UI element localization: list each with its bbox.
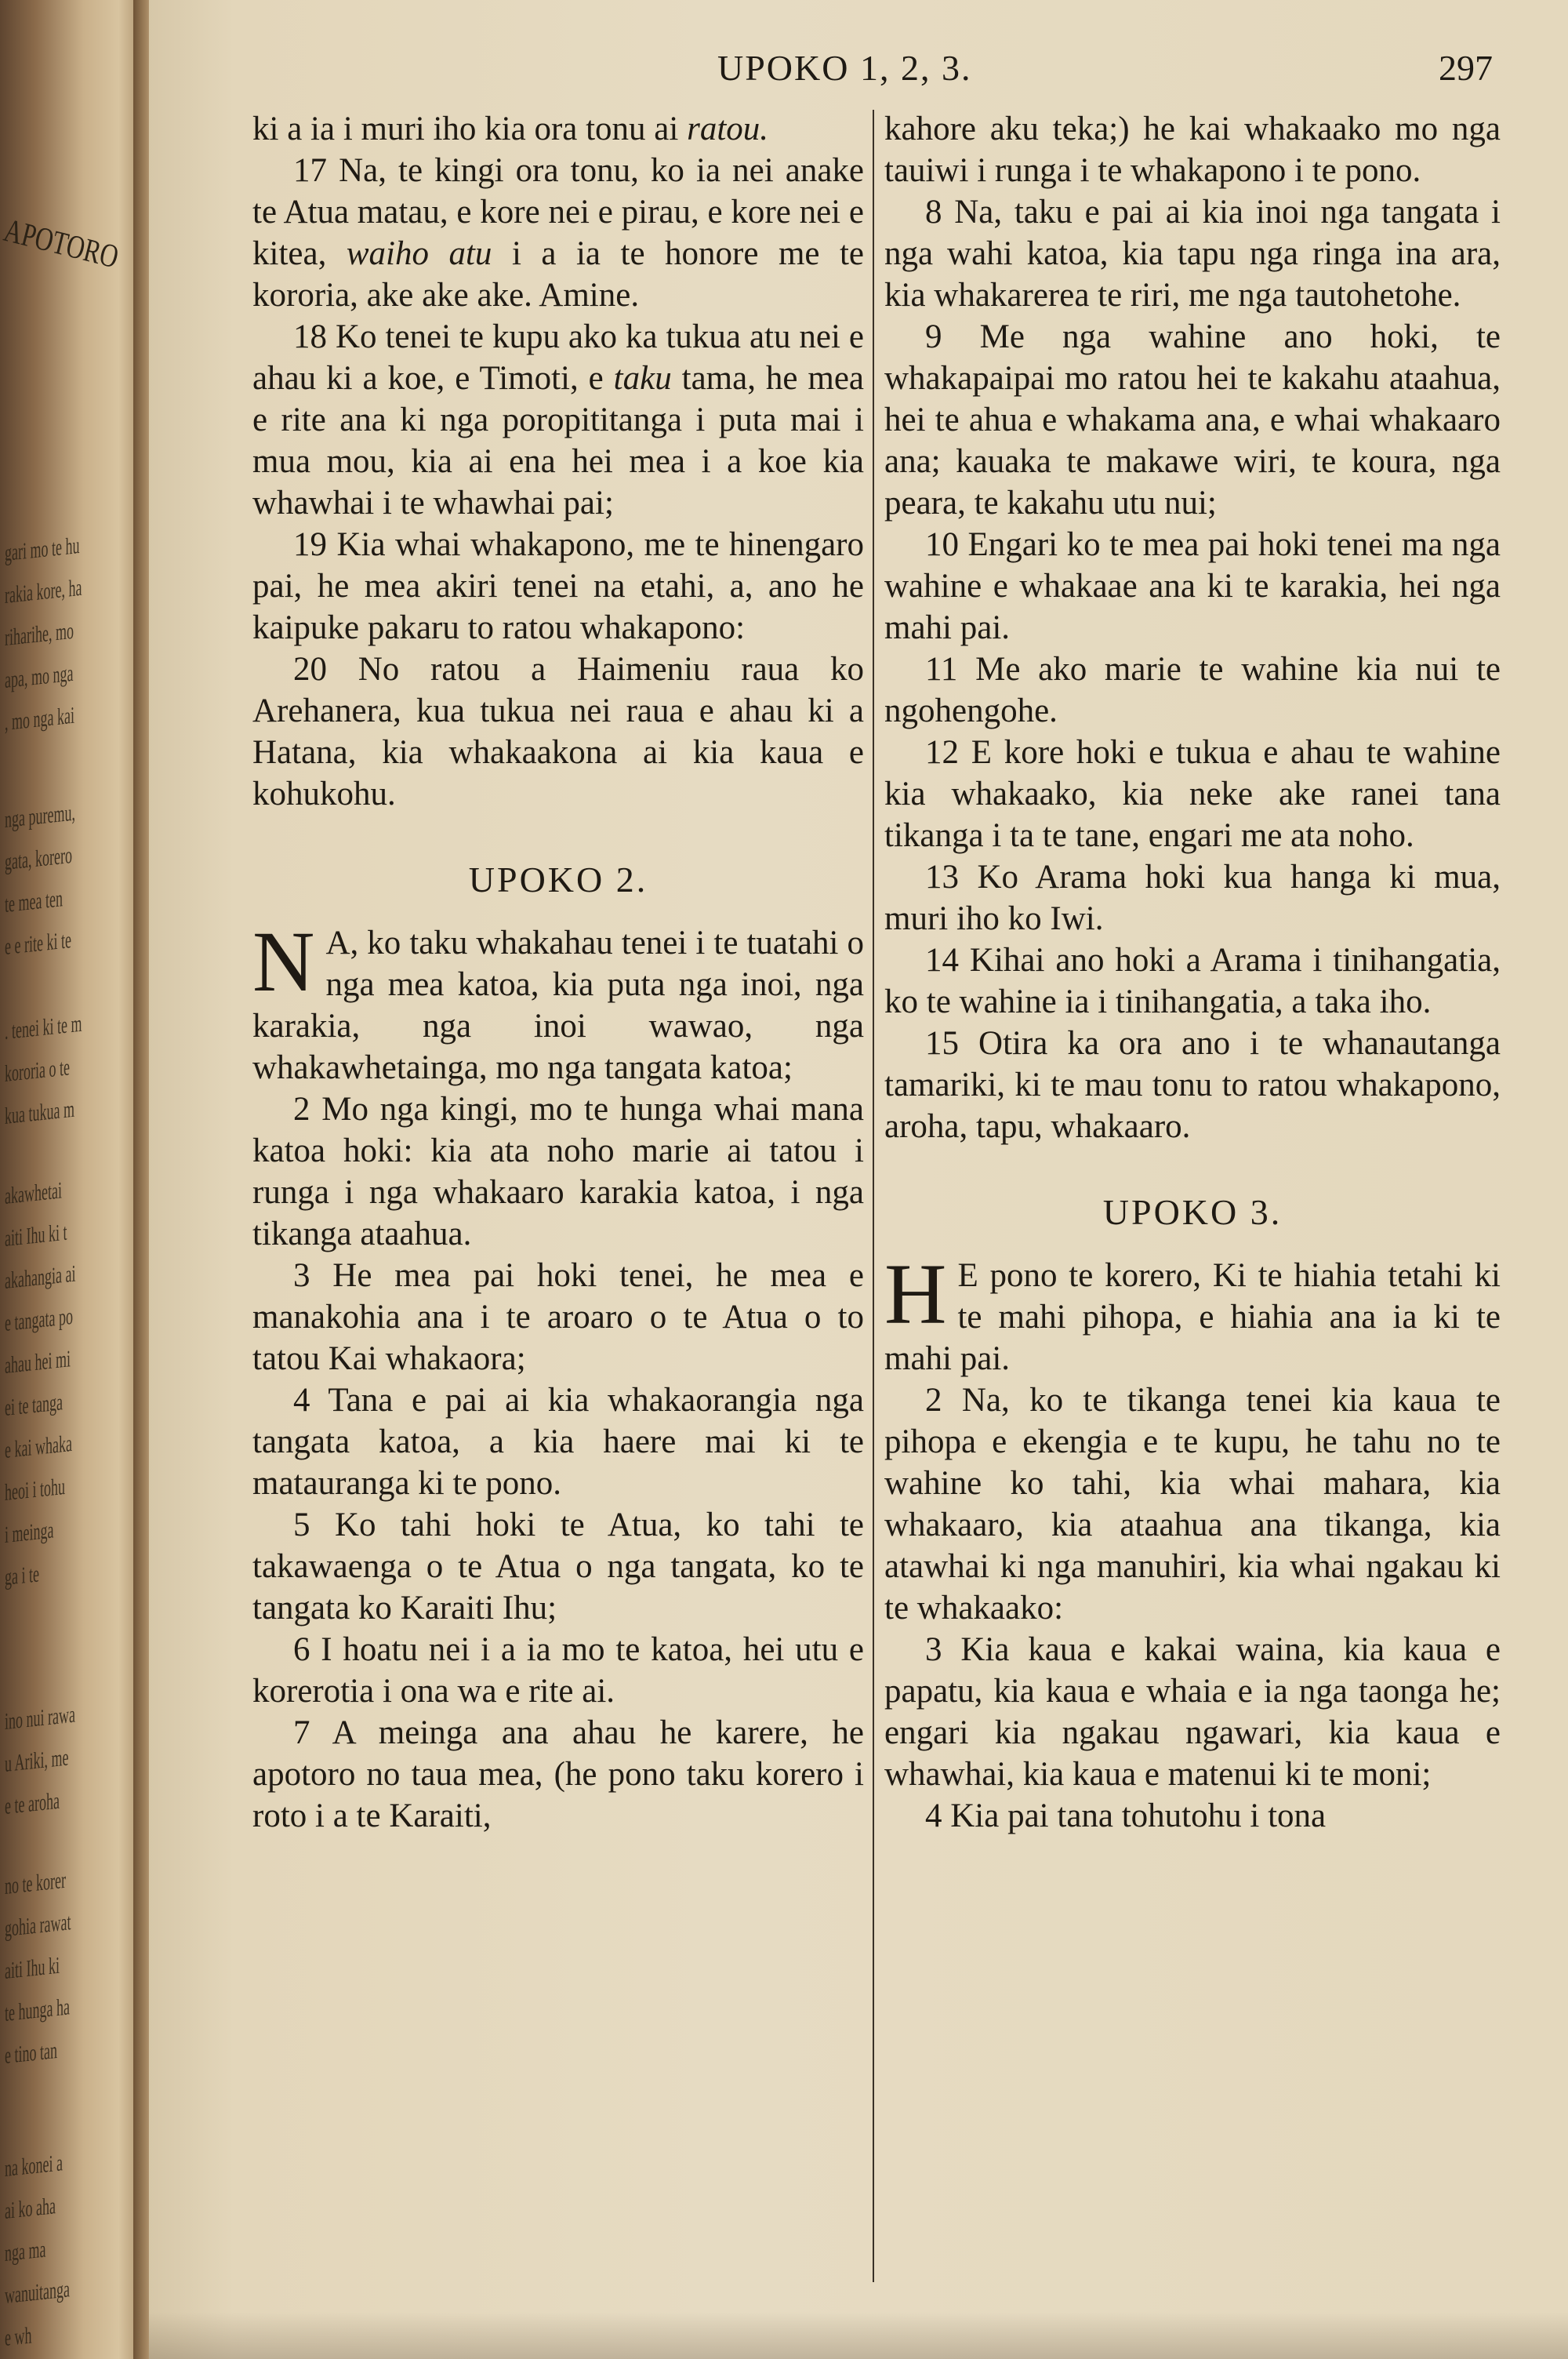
previous-page-fragment: aiti Ihu ki t [5,1219,67,1252]
verse-2-7: 7 A meinga ana ahau he karere, he apotoro no taua mea, (he pono taku korero i roto i a te Karaiti, [252,1714,864,1834]
previous-page-fragment: e kai whaka [5,1430,72,1463]
verse-3-1: H E pono te korero, Ki te hiahia tetahi ki te mahi pihopa, e hiahia ana ia ki te mahi pai. [884,1246,1501,1377]
previous-page-fragment: e te aroha [5,1787,60,1819]
running-title: UPOKO 1, 2, 3. [717,48,972,88]
verse-2-9: 9 Me nga wahine ano hoki, te whakapaipai mo ratou hei te kakahu ataahua, hei te ahua e whakama ana, e whai whakaaro ana; kauaka te makawe wiri, te koura, nga peara, te kakahu utu nui; [884,318,1501,522]
verse-3-2: 2 Na, ko te tikanga tenei kia kaua te pihopa e ekengia e te kupu, he tahu no te wahine ko tahi, kia whai mahara, kia whakaaro, kia ataahua ana tikanga, kia atawhai ki nga manuhiri, kia whai ngakau ki te whakaako: [884,1382,1501,1627]
verse-3-3: 3 Kia kaua e kakai waina, kia kaua e papatu, kia kaua e whaia e ia nga taonga he; engari kia ngakau ngawari, kia kaua e whawhai, kia kaua e matenui ki te moni; [884,1631,1501,1793]
right-column [884,108,1501,1837]
previous-page-fragment: rakia kore, ha [5,574,82,609]
previous-page-fragment: nga puremu, [5,799,75,833]
verse-2-7-tail: kahore aku teka;) he kai whakaako mo nga tauiwi i runga i te whakapono i te pono. [884,111,1501,189]
previous-page-fragment: ga i te [5,1561,39,1590]
column-divider [873,110,874,2282]
previous-page-fragment: . tenei ki te m [5,1010,82,1045]
previous-page-fragment: e e rite ki te [5,927,71,960]
dropcap-h: H [884,1246,947,1342]
previous-page-fragment: e tangata po [5,1303,73,1336]
previous-page-fragment: aiti Ihu ki [5,1952,60,1984]
verse-2-1: N A, ko taku whakahau tenei i te tuatahi o nga mea katoa, kia puta nga inoi, nga karakia, nga inoi wawao, nga whakawhetainga, mo nga tangata katoa; [252,914,864,1086]
previous-page-fragment: wanuitanga [5,2276,70,2309]
verse-2-14: 14 Kihai ano hoki a Arama i tinihangatia, ko te wahine ia i tinihangatia, a taka iho. [884,942,1501,1020]
previous-page-fragment: gari mo te hu [5,532,80,566]
dropcap-n: N [252,914,315,1009]
page-header [149,47,1568,102]
previous-page-edge [0,0,140,2359]
chapter-3-heading: UPOKO 3. [1102,1192,1283,1232]
verse-1-16-tail: ki a ia i muri iho kia ora tonu ai ratou. [252,111,769,147]
previous-page-fragment: na konei a [5,2150,63,2182]
previous-page-fragment: u Ariki, me [5,1744,69,1777]
verse-2-12: 12 E kore hoki e tukua e ahau te wahine kia whakaako, kia neke ake ranei tana tikanga i ta te tane, engari me ata noho. [884,734,1501,854]
previous-page-fragment: akawhetai [5,1177,62,1209]
previous-page-fragment: kororia o te [5,1054,70,1087]
previous-page-fragment: ei te tanga [5,1389,63,1421]
previous-page-fragment: nga ma [5,2236,46,2266]
previous-page-fragment: gata, korero [5,841,72,875]
verse-1-19: 19 Kia whai whakapono, me te hinengaro pai, he mea akiri tenei na etahi, a, ano he kaipuke pakaru to ratou whakapono: [252,526,864,646]
previous-page-fragment: no te korer [5,1866,66,1899]
verse-3-4: 4 Kia pai tana tohutohu i tona [925,1797,1327,1834]
verse-2-10: 10 Engari ko te mea pai hoki tenei ma nga wahine e whakaae ana ki te karakia, hei nga mahi pai. [884,526,1501,646]
previous-page-running-head: APOTORO [0,212,122,276]
previous-page-fragment: gohia rawat [5,1909,71,1942]
previous-page-fragment: ai ko aha [5,2193,56,2224]
previous-page-fragment: te mea ten [5,885,63,918]
verse-2-13: 13 Ko Arama hoki kua hanga ki mua, muri iho ko Iwi. [884,859,1501,937]
verse-2-15: 15 Otira ka ora ano i te whanautanga tamariki, ki te mau tonu to ratou whakapono, aroha, tapu, whakaaro. [884,1025,1501,1145]
verse-2-11: 11 Me ako marie te wahine kia nui te ngohengohe. [884,651,1501,729]
previous-page-fragment: te hunga ha [5,1994,70,2026]
verse-2-3: 3 He mea pai hoki tenei, he mea e manakohia ana i te aroaro o te Atua o to tatou Kai whakaora; [252,1257,864,1377]
page-bottom-shadow [149,2312,1568,2359]
previous-page-fragment: e wh [5,2322,32,2351]
verse-1-20: 20 No ratou a Haimeniu raua ko Arehanera, kua tukua nei raua e ahau ki a Hatana, kia whakaakona ai kia kaua e kohukohu. [252,651,864,812]
previous-page-fragment: i meinga [5,1517,54,1548]
verse-1-18: 18 Ko tenei te kupu ako ka tukua atu nei e ahau ki a koe, e Timoti, e taku tama, he mea e rite ana ki nga poropititanga i puta mai i mua mou, kia ai ena hei mea i a koe kia whawhai i te whawhai pai; [252,318,864,522]
verse-2-4: 4 Tana e pai ai kia whakaorangia nga tangata katoa, a kia haere mai ki te matauranga ki te pono. [252,1382,864,1502]
left-column [252,108,864,1837]
verse-2-8: 8 Na, taku e pai ai kia inoi nga tangata i nga wahi katoa, kia tapu nga ringa ina ara, kia whakarerea te riri, me nga tautohetohe. [884,194,1501,314]
previous-page-fragment: riharihe, mo [5,617,74,651]
previous-page-fragment: heoi i tohu [5,1473,65,1506]
verse-2-5: 5 Ko tahi hoki te Atua, ko tahi te takawaenga o te Atua o nga tangata, ko te tangata ko Karaiti Ihu; [252,1507,864,1627]
previous-page-fragment: kua tukua m [5,1096,74,1129]
previous-page-fragment: ino nui rawa [5,1701,75,1735]
verse-2-2: 2 Mo nga kingi, mo te hunga whai mana katoa hoki: kia ata noho marie ai tatou i runga i nga whakaaro karakia katoa, i nga tikanga ataahua. [252,1091,864,1252]
previous-page-fragment: apa, mo nga [5,660,74,693]
book-page [149,0,1568,2359]
chapter-2-heading: UPOKO 2. [468,860,648,900]
verse-2-6: 6 I hoatu nei i a ia mo te katoa, hei utu e korerotia i ona wa e rite ai. [252,1631,864,1710]
previous-page-fragment: akahangia ai [5,1260,76,1294]
previous-page-fragment: ahau hei mi [5,1346,71,1379]
previous-page-fragment: , mo nga kai [5,702,74,736]
previous-page-fragment: e tino tan [5,2037,57,2069]
page-number: 297 [1439,48,1493,88]
verse-1-17: 17 Na, te kingi ora tonu, ko ia nei anake te Atua matau, e kore nei e pirau, e kore nei e kitea, waiho atu i a ia te honore me te kororia, ake ake ake. Amine. [252,152,865,314]
